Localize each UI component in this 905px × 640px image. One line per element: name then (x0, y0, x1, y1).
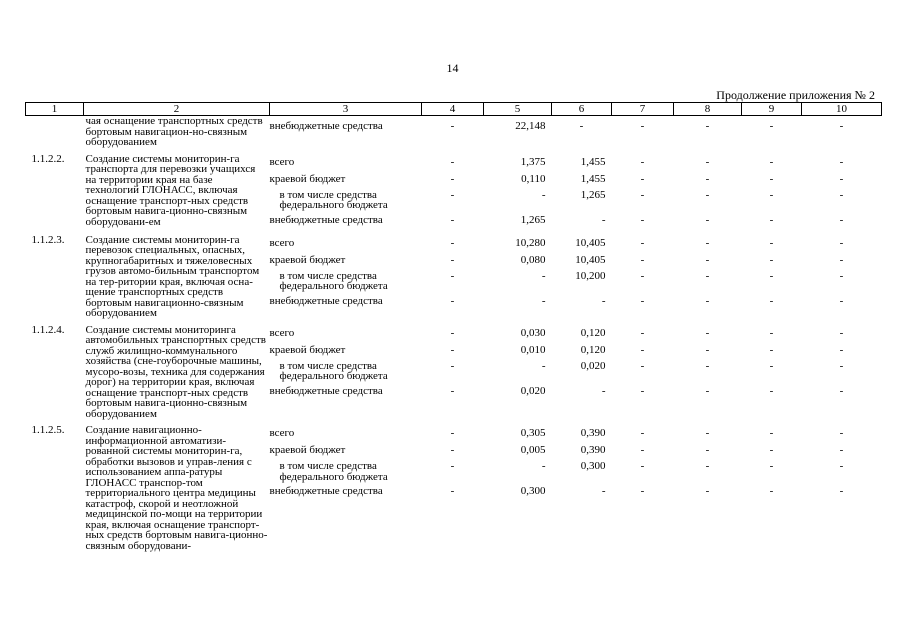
value-text: - (640, 427, 645, 439)
value-text: - (601, 294, 606, 307)
funding-source-label: краевой бюджет (269, 172, 346, 185)
value-text: - (450, 326, 455, 339)
value-text: - (769, 485, 774, 497)
value-text: 0,305 (520, 427, 546, 439)
value-text: - (839, 384, 844, 397)
value-text: 0,390 (580, 444, 606, 456)
value-text: 22,148 (515, 120, 546, 132)
value-cell (674, 235, 742, 319)
funding-source-label: в том числе средства федерального бюджета (279, 460, 388, 483)
value-text: - (769, 384, 774, 397)
value-text: - (705, 172, 710, 185)
funding-source-label: в том числе средства федерального бюджета (279, 188, 388, 211)
value-text: - (705, 384, 710, 397)
value-text: - (640, 236, 645, 249)
table-row (26, 425, 882, 551)
value-text: - (640, 172, 645, 185)
value-text: - (769, 294, 774, 307)
value-text: - (769, 120, 774, 132)
value-cell (612, 425, 674, 551)
table-row (26, 235, 882, 319)
funding-source-label: всего (269, 236, 295, 249)
value-cell (422, 116, 484, 148)
value-text: - (839, 172, 844, 185)
value-text: - (541, 294, 546, 307)
value-text: - (450, 253, 455, 266)
value-cell (422, 154, 484, 229)
funding-source-label: внебюджетные средства (269, 485, 383, 497)
value-text: 0,080 (520, 253, 546, 266)
value-cell (742, 325, 802, 420)
value-text: - (640, 269, 645, 282)
value-text: 0,005 (520, 444, 546, 456)
value-text: - (769, 427, 774, 439)
value-cell (422, 325, 484, 420)
value-text: - (769, 444, 774, 456)
value-cell (612, 154, 674, 229)
col-header: 6 (552, 103, 612, 116)
value-text: - (705, 444, 710, 456)
value-text: - (450, 188, 455, 201)
value-cell (552, 154, 612, 229)
value-text: - (640, 384, 645, 397)
value-text: 1,265 (580, 188, 606, 201)
value-text: - (839, 343, 844, 356)
value-cell (612, 116, 674, 148)
value-text: - (769, 460, 774, 472)
value-text: - (839, 120, 844, 132)
value-cell (802, 154, 882, 229)
value-text: - (640, 343, 645, 356)
value-text: - (705, 188, 710, 201)
funding-source-label: внебюджетные средства (269, 384, 383, 397)
value-cell (674, 425, 742, 551)
col-header: 10 (802, 103, 882, 116)
row-code (26, 116, 84, 148)
row-name: чая оснащение транспортных средств бортовым навигацион-но-связным оборудованием (85, 115, 263, 148)
value-text: 1,455 (580, 172, 606, 185)
value-cell (552, 325, 612, 420)
value-text: - (450, 120, 455, 132)
value-text: - (450, 343, 455, 356)
page-number: 14 (446, 61, 459, 75)
funding-source-label: внебюджетные средства (269, 120, 383, 132)
value-cell (802, 325, 882, 420)
row-name: Создание системы мониторин-га перевозок специальных, опасных, крупногабаритных и тяжеловесных грузов автомо-бильным транспортом на тер-ритории края, включая осна-щение транспортных средств бортовым навигационно-связным оборудованием (85, 233, 260, 319)
funding-source-label: в том числе средства федерального бюджета (279, 359, 388, 382)
value-cell (552, 425, 612, 551)
value-text: 0,300 (580, 460, 606, 472)
value-text: - (839, 326, 844, 339)
value-text: - (450, 294, 455, 307)
table-row (26, 116, 882, 148)
value-text: 0,120 (580, 326, 606, 339)
value-text: 10,200 (575, 269, 606, 282)
value-text: - (769, 269, 774, 282)
value-text: - (769, 326, 774, 339)
value-text: - (705, 359, 710, 372)
value-text: - (450, 172, 455, 185)
value-text: - (640, 188, 645, 201)
value-cell (484, 325, 552, 420)
value-text: - (839, 213, 844, 226)
row-name: Создание системы мониторин-га транспорта для перевозки учащихся на территории края на базе технологий ГЛОНАСС, включая оснащение транспорт-ных средств бортовым навига-ционно-связным оборудовани-ем (85, 152, 256, 228)
value-cell (742, 425, 802, 551)
value-text: - (450, 460, 455, 472)
value-cell (422, 235, 484, 319)
row-code: 1.1.2.5. (31, 424, 65, 436)
value-text: - (839, 427, 844, 439)
value-text: - (705, 294, 710, 307)
table-row (26, 325, 882, 420)
value-text: - (769, 155, 774, 168)
value-text: - (450, 427, 455, 439)
value-cell (802, 116, 882, 148)
row-name: Создание навигационно-информационной автоматизи-рованной системы мониторин-га, обработки вызовов и управ-ления с использованием аппа-ратуры ГЛОНАСС транспор-том территориального центра медицины катастроф, скорой и неотложной медицинской по-мощи на территории края, включая оснащение транспорт-ных средств бортовым навига-ционно-связным оборудовани- (85, 424, 268, 552)
value-text: - (640, 253, 645, 266)
funding-source (270, 235, 422, 319)
funding-source (270, 325, 422, 420)
value-text: - (705, 485, 710, 497)
row-code: 1.1.2.3. (31, 233, 65, 246)
value-text: - (541, 359, 546, 372)
value-text: - (839, 253, 844, 266)
value-text: - (601, 384, 606, 397)
col-header: 5 (484, 103, 552, 116)
value-text: - (450, 444, 455, 456)
value-text: - (705, 269, 710, 282)
value-cell (612, 235, 674, 319)
value-text: - (705, 343, 710, 356)
value-text: - (450, 236, 455, 249)
value-text: 10,280 (515, 236, 546, 249)
value-text: - (705, 460, 710, 472)
value-text: - (640, 326, 645, 339)
value-text: - (450, 384, 455, 397)
funding-source-label: в том числе средства федерального бюджета (279, 269, 388, 292)
col-header: 2 (84, 103, 270, 116)
funding-source (270, 116, 422, 148)
value-text: - (769, 343, 774, 356)
col-header: 4 (422, 103, 484, 116)
value-cell (674, 154, 742, 229)
value-text: - (705, 155, 710, 168)
value-text: - (839, 188, 844, 201)
value-text: 0,300 (520, 485, 546, 497)
value-text: 0,390 (580, 427, 606, 439)
value-text: - (769, 359, 774, 372)
value-text: - (705, 326, 710, 339)
value-text: - (839, 236, 844, 249)
value-text: 0,020 (580, 359, 606, 372)
funding-source-label: внебюджетные средства (269, 294, 383, 307)
value-cell (552, 235, 612, 319)
value-text: 0,110 (521, 172, 546, 185)
value-cell (612, 325, 674, 420)
value-text: - (839, 444, 844, 456)
value-cell (674, 325, 742, 420)
value-text: - (839, 485, 844, 497)
value-text: - (601, 213, 606, 226)
value-text: 0,020 (520, 384, 546, 397)
value-text: - (541, 269, 546, 282)
col-header: 8 (674, 103, 742, 116)
value-text: - (839, 359, 844, 372)
value-text: - (705, 120, 710, 132)
table-row (26, 154, 882, 229)
col-header: 3 (270, 103, 422, 116)
value-text: - (450, 269, 455, 282)
funding-source (270, 425, 422, 551)
value-text: - (839, 294, 844, 307)
value-text: - (769, 253, 774, 266)
value-cell (484, 235, 552, 319)
value-cell (742, 235, 802, 319)
value-text: - (705, 253, 710, 266)
funding-source (270, 154, 422, 229)
row-name: Создание системы мониторинга автомобильных транспортных средств служб жилищно-коммунального хозяйства (сне-гоуборочные машины, мусоро-возы, техника для содержания дорог) на территории края, включая оснащение транспорт-ных средств бортовым навига-ционно-связным оборудованием (85, 323, 267, 420)
funding-source-label: краевой бюджет (269, 253, 346, 266)
value-text: - (450, 359, 455, 372)
funding-source-label: краевой бюджет (269, 444, 346, 456)
value-text: - (769, 188, 774, 201)
value-cell (484, 154, 552, 229)
value-text: 0,030 (520, 326, 546, 339)
value-text: - (839, 460, 844, 472)
value-cell (484, 425, 552, 551)
value-text: - (541, 460, 546, 472)
value-text: - (640, 294, 645, 307)
col-header: 9 (742, 103, 802, 116)
value-text: - (640, 359, 645, 372)
value-cell (742, 116, 802, 148)
value-text: - (450, 485, 455, 497)
value-text: 0,010 (520, 343, 546, 356)
value-text: - (640, 485, 645, 497)
value-cell (484, 116, 552, 148)
value-text: - (579, 120, 584, 132)
continuation-label: Продолжение приложения № 2 (716, 88, 875, 102)
value-text: 1,265 (520, 213, 546, 226)
col-header: 1 (26, 103, 84, 116)
value-text: 0,120 (580, 343, 606, 356)
value-cell (422, 425, 484, 551)
col-header: 7 (612, 103, 674, 116)
value-text: - (640, 444, 645, 456)
value-text: 1,375 (520, 155, 546, 168)
value-text: - (839, 269, 844, 282)
value-text: - (640, 155, 645, 168)
value-text: - (705, 427, 710, 439)
value-cell (552, 116, 612, 148)
value-cell (802, 425, 882, 551)
funding-source-label: внебюджетные средства (269, 213, 383, 226)
value-text: - (601, 485, 606, 497)
value-cell (802, 235, 882, 319)
value-cell (674, 116, 742, 148)
funding-source-label: всего (269, 155, 295, 168)
value-cell (742, 154, 802, 229)
header-row (26, 103, 882, 116)
table-body (26, 116, 882, 552)
value-text: 1,455 (580, 155, 606, 168)
value-text: - (640, 460, 645, 472)
row-code: 1.1.2.2. (31, 152, 65, 165)
value-text: - (769, 213, 774, 226)
value-text: - (705, 236, 710, 249)
value-text: 10,405 (575, 253, 606, 266)
value-text: - (705, 213, 710, 226)
value-text: - (640, 213, 645, 226)
value-text: - (640, 120, 645, 132)
value-text: - (450, 213, 455, 226)
funding-source-label: всего (269, 326, 295, 339)
funding-source-label: краевой бюджет (269, 343, 346, 356)
value-text: - (450, 155, 455, 168)
value-text: - (839, 155, 844, 168)
value-text: 10,405 (575, 236, 606, 249)
value-text: - (769, 236, 774, 249)
funding-source-label: всего (269, 427, 295, 439)
value-text: - (769, 172, 774, 185)
value-text: - (541, 188, 546, 201)
row-code: 1.1.2.4. (31, 323, 65, 336)
program-table (25, 102, 882, 551)
